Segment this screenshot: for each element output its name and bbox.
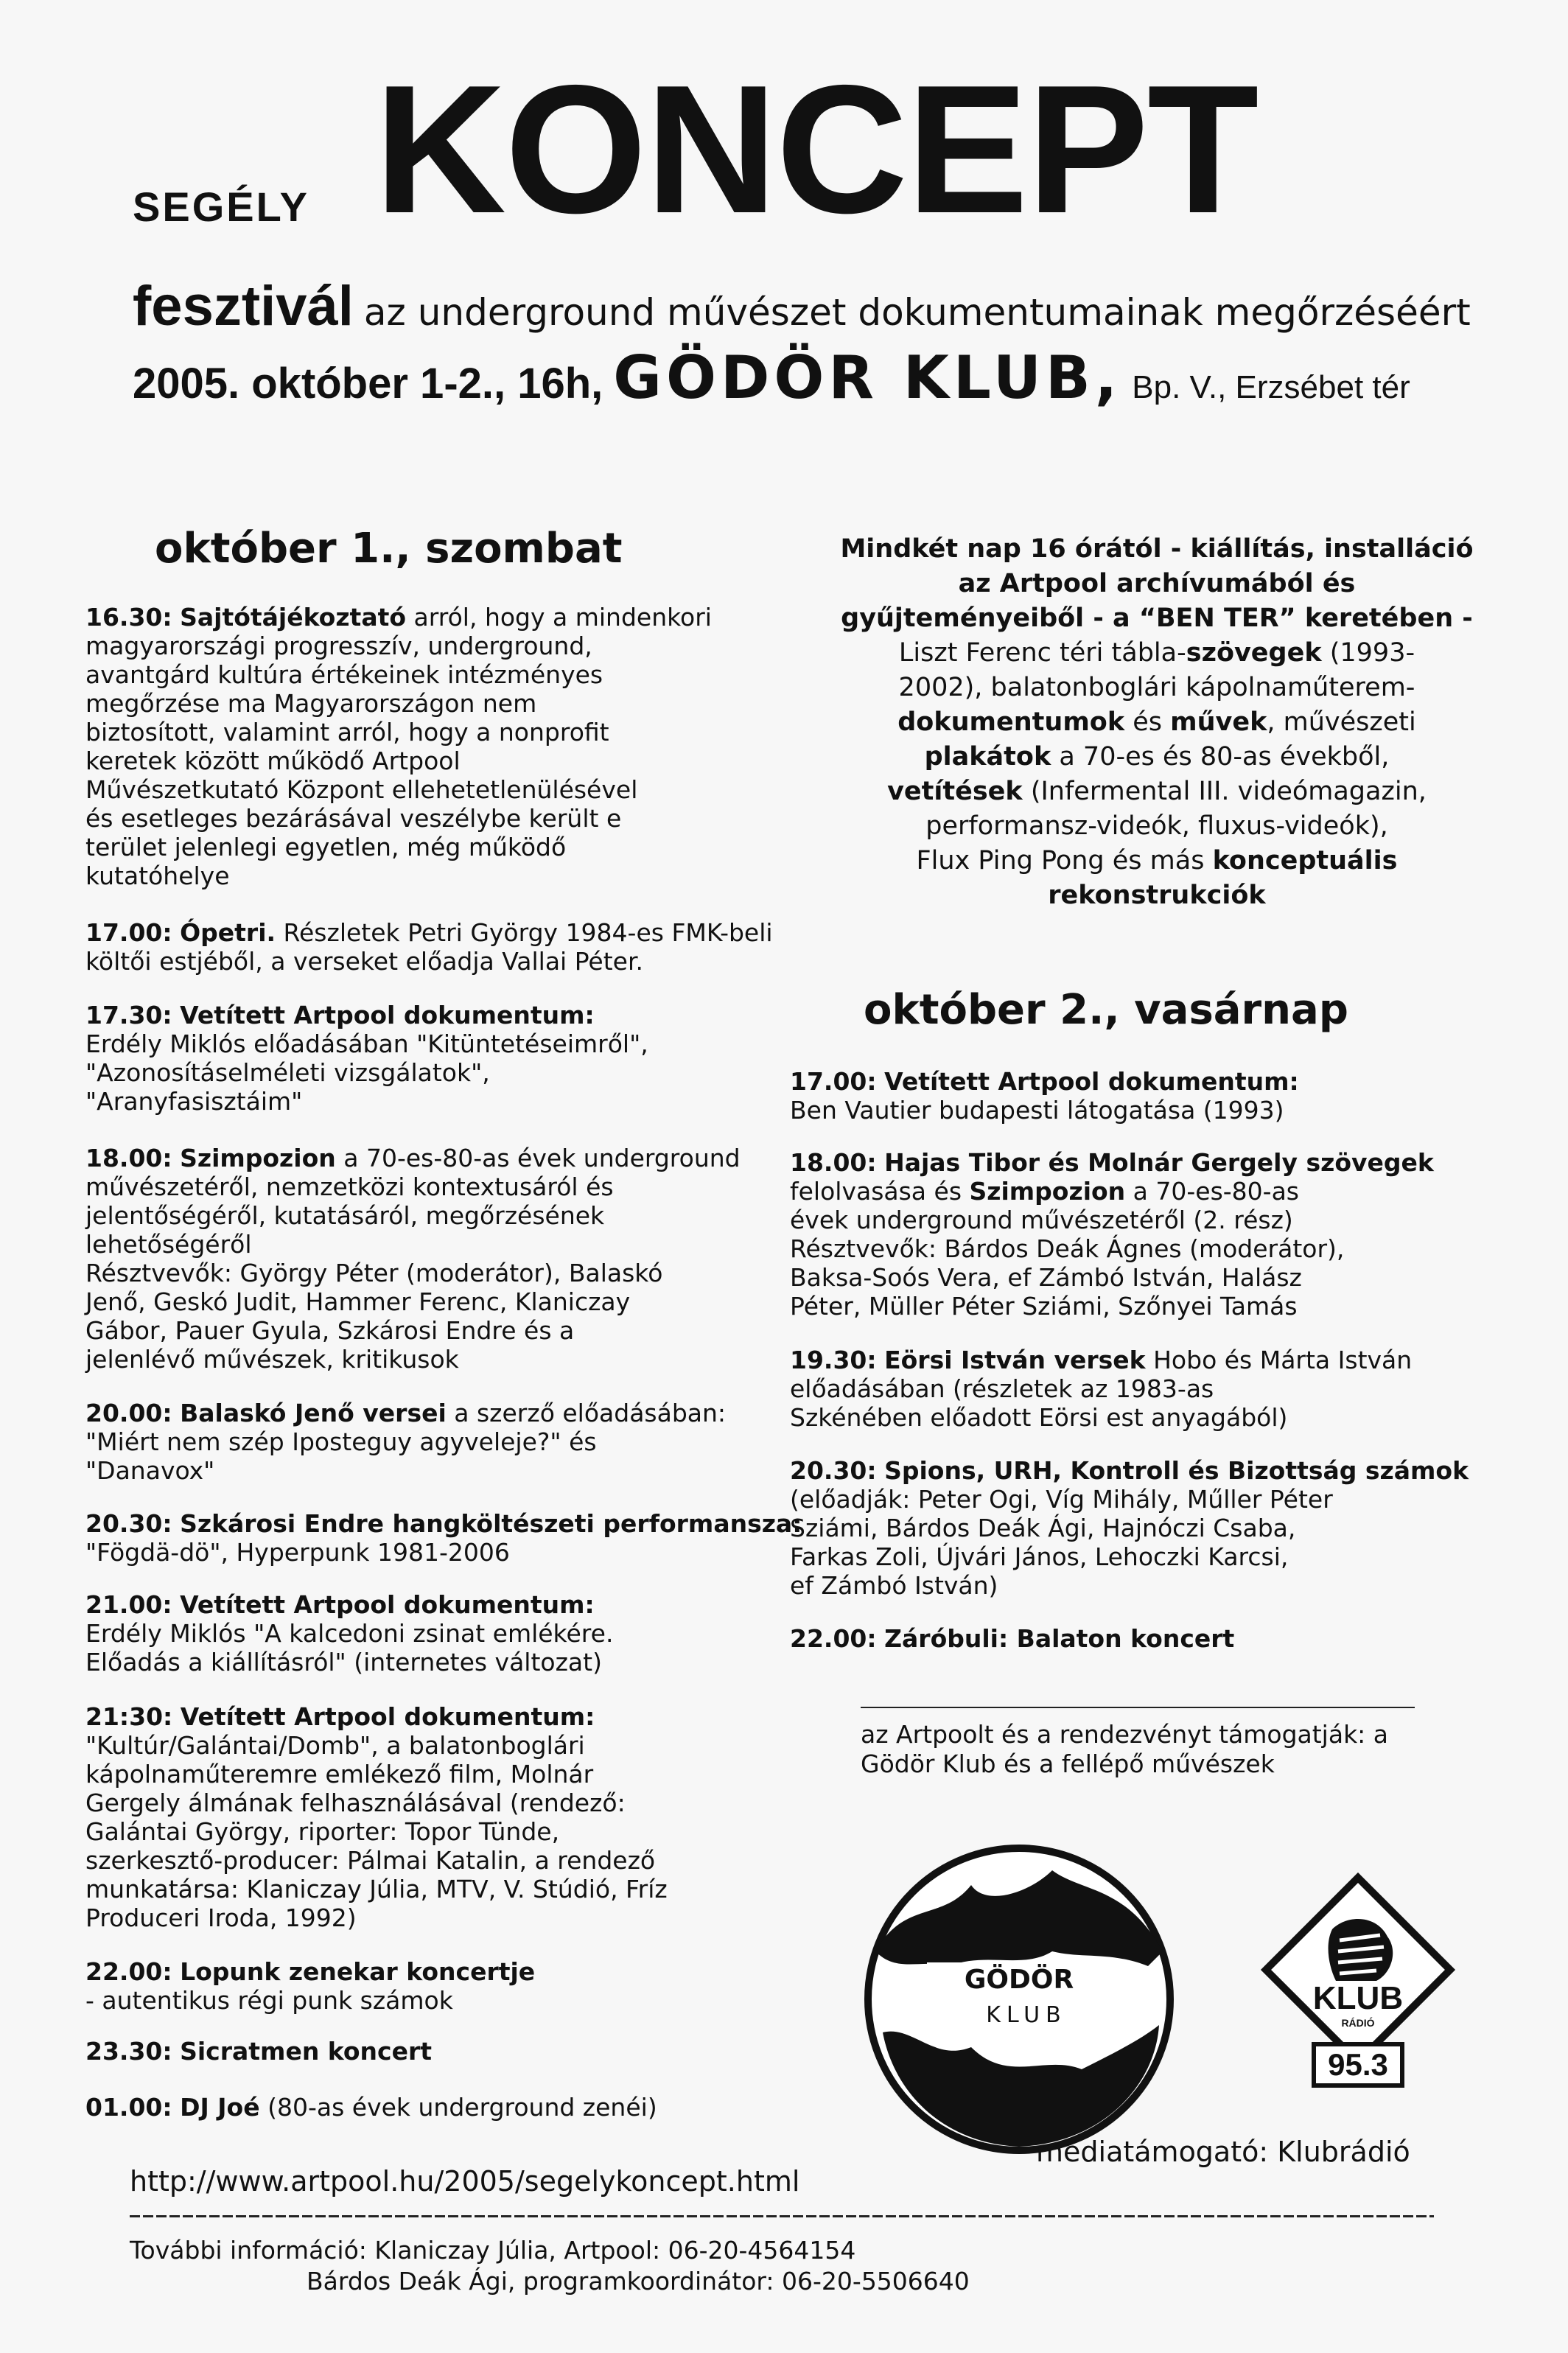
entry-time: 18.00:	[790, 1148, 877, 1177]
entry-text: terület jelenlegi egyetlen, még működő	[85, 833, 567, 861]
entry-text: "Azonosításelméleti vizsgálatok",	[85, 1058, 490, 1087]
support-text	[861, 1720, 1450, 1779]
intro-line: Mindkét nap 16 órától - kiállítás, installáció	[840, 534, 1474, 564]
footer-divider	[130, 2215, 1434, 2217]
program-entry	[790, 1067, 1568, 1125]
entry-text: a 70-es-80-as évek underground	[335, 1144, 741, 1172]
entry-text: Jenő, Geskó Judit, Hammer Ferenc, Klaniczay	[85, 1287, 631, 1316]
intro-line: rekonstrukciók	[1048, 881, 1266, 910]
entry-title: Szimpozion	[180, 1144, 336, 1172]
program-entry	[85, 1509, 833, 1567]
entry-text: Farkas Zoli, Újvári János, Lehoczki Karcsi,	[790, 1542, 1289, 1571]
entry-title: Vetített Artpool dokumentum:	[180, 1001, 595, 1029]
entry-text: - autentikus régi punk számok	[85, 1986, 453, 2015]
entry-text: Erdély Miklós "A kalcedoni zsinat emlékére.	[85, 1619, 614, 1648]
day2-heading: október 2., vasárnap	[864, 986, 1348, 1034]
festival-line	[133, 274, 1471, 338]
entry-text: ef Zámbó István)	[790, 1571, 998, 1600]
program-entry	[85, 1702, 833, 1932]
entry-text: Művészetkutató Központ ellehetetlenülésével	[85, 775, 638, 804]
divider	[861, 1707, 1415, 1708]
support-line: az Artpoolt és a rendezvényt támogatják: a	[861, 1720, 1389, 1749]
entry-text: "Fögdä-dö", Hyperpunk 1981-2006	[85, 1538, 510, 1567]
entry-time: 23.30:	[85, 2037, 172, 2066]
entry-text: biztosított, valamint arról, hogy a nonprofit	[85, 718, 609, 747]
entry-text: felolvasása és	[790, 1177, 970, 1206]
entry-time: 17.00:	[85, 918, 172, 947]
entry-text: a 70-es-80-as	[1125, 1177, 1299, 1206]
entry-text: (80-as évek underground zenéi)	[259, 2093, 657, 2122]
intro-line: (1993-	[1321, 638, 1415, 668]
entry-title: Lopunk zenekar koncertje	[180, 1957, 536, 1986]
entry-title: Sajtótájékoztató	[180, 603, 407, 632]
venue-name: GÖDÖR KLUB,	[613, 343, 1122, 412]
entry-title: Szimpozion	[969, 1177, 1126, 1206]
entry-text: jelenlévő művészek, kritikusok	[85, 1345, 459, 1374]
program-entry	[85, 1399, 833, 1485]
entry-text: a szerző előadásában:	[446, 1399, 727, 1427]
entry-text: munkatársa: Klaniczay Júlia, MTV, V. Stúdió, Fríz	[85, 1875, 668, 1903]
godor-klub-logo	[861, 1841, 1177, 2158]
entry-text: lehetőségéről	[85, 1230, 252, 1259]
intro-line: gyűjteményeiből - a	[841, 604, 1139, 633]
entry-time: 22.00:	[790, 1624, 877, 1653]
program-entry	[85, 603, 833, 890]
entry-title: Spions, URH, Kontroll és Bizottság számok	[884, 1456, 1469, 1485]
program-entry	[85, 1001, 833, 1116]
intro-line: -	[1453, 604, 1473, 633]
entry-text: kutatóhelye	[85, 861, 230, 890]
program-entry	[85, 2037, 833, 2066]
intro-line: “BEN TER” keretében	[1138, 604, 1454, 633]
intro-line: az Artpool archívumából és	[958, 569, 1356, 598]
entry-text: Péter, Müller Péter Sziámi, Szőnyei Tamás	[790, 1292, 1298, 1321]
klub-text: KLUB	[1312, 1980, 1404, 2016]
entry-text: magyarországi progresszív, underground,	[85, 632, 592, 660]
entry-text: Részletek Petri György 1984-es FMK-beli	[276, 918, 773, 947]
intro-line: Flux Ping Pong és más	[916, 846, 1213, 875]
intro-line: konceptuális	[1212, 846, 1398, 875]
intro-line: vetítések	[887, 777, 1023, 806]
entry-text: "Miért nem szép Iposteguy agyveleje?" és	[85, 1427, 597, 1456]
entry-text: Erdély Miklós előadásában "Kitüntetéseimről",	[85, 1029, 648, 1058]
entry-text: évek underground művészetéről (2. rész)	[790, 1206, 1293, 1234]
entry-time: 21.00:	[85, 1590, 172, 1619]
exhibition-info	[833, 532, 1481, 913]
entry-text: Galántai György, riporter: Topor Tünde,	[85, 1817, 560, 1846]
program-entry	[790, 1148, 1568, 1321]
intro-line: dokumentumok	[897, 707, 1125, 737]
intro-line: a 70-es és 80-as évekből,	[1051, 742, 1390, 772]
entry-text: Előadás a kiállításról" (internetes változat)	[85, 1648, 602, 1677]
entry-text: Résztvevők: György Péter (moderátor), Balaskó	[85, 1259, 663, 1287]
venue-address: Bp. V., Erzsébet tér	[1132, 369, 1410, 405]
program-entry	[85, 1590, 833, 1677]
contact-info: Bárdos Deák Ági, programkoordinátor: 06-20-5506640	[307, 2267, 970, 2296]
event-url[interactable]: http://www.artpool.hu/2005/segelykoncept.html	[130, 2165, 800, 2198]
entry-time: 19.30:	[790, 1346, 877, 1374]
intro-line: és	[1124, 707, 1171, 737]
festival-word: fesztivál	[133, 275, 354, 338]
entry-time: 20.30:	[790, 1456, 877, 1485]
entry-text: Sziámi, Bárdos Deák Ági, Hajnóczi Csaba,	[790, 1514, 1296, 1542]
entry-text: előadásában (részletek az 1983-as	[790, 1374, 1214, 1403]
intro-line: , művészeti	[1267, 707, 1416, 737]
entry-time: 22.00:	[85, 1957, 172, 1986]
entry-text: "Kultúr/Galántai/Domb", a balatonboglári	[85, 1731, 585, 1760]
entry-text: Gergely álmának felhasználásával (rendező:	[85, 1789, 626, 1817]
header-prefix: SEGÉLY	[133, 183, 310, 230]
entry-title: Balaskó Jenő versei	[180, 1399, 447, 1427]
program-entry	[790, 1456, 1568, 1600]
entry-text: költői estjéből, a verseket előadja Vallai Péter.	[85, 947, 644, 976]
program-entry	[85, 1144, 833, 1374]
program-entry	[85, 918, 833, 976]
intro-line: Liszt Ferenc téri tábla-	[898, 638, 1186, 668]
entry-time: 01.00:	[85, 2093, 172, 2122]
entry-time: 20.30:	[85, 1509, 172, 1538]
intro-line: 2002), balatonboglári kápolnaműterem-	[898, 673, 1415, 702]
program-entry	[85, 1957, 833, 2015]
entry-text: Résztvevők: Bárdos Deák Ágnes (moderátor),	[790, 1234, 1345, 1263]
entry-title: Ópetri.	[180, 918, 276, 947]
entry-title: Vetített Artpool dokumentum:	[884, 1067, 1299, 1096]
intro-line: (Infermental III. videómagazin,	[1022, 777, 1427, 806]
entry-text: avantgárd kultúra értékeinek intézményes	[85, 660, 603, 689]
entry-time: 17.00:	[790, 1067, 877, 1096]
entry-time: 18.00:	[85, 1144, 172, 1172]
freq-text: 95.3	[1328, 2047, 1388, 2082]
intro-line: performansz-videók, fluxus-videók),	[925, 811, 1388, 841]
entry-text: megőrzése ma Magyarországon nem	[85, 689, 537, 718]
entry-text: és esetleges bezárásával veszélybe került e	[85, 804, 622, 833]
entry-text: szerkesztő-producer: Pálmai Katalin, a rendező	[85, 1846, 656, 1875]
header-title: KONCEPT	[374, 46, 1258, 251]
entry-title: Vetített Artpool dokumentum:	[180, 1702, 595, 1731]
entry-text: (előadják: Peter Ogi, Víg Mihály, Műller Péter	[790, 1485, 1333, 1514]
radio-text: RÁDIÓ	[1341, 2017, 1375, 2029]
entry-title: Vetített Artpool dokumentum:	[180, 1590, 595, 1619]
entry-time: 20.00:	[85, 1399, 172, 1427]
entry-time: 17.30:	[85, 1001, 172, 1029]
entry-title: Sicratmen koncert	[180, 2037, 433, 2066]
entry-title: Szkárosi Endre hangköltészeti performansza:	[180, 1509, 802, 1538]
entry-text: "Danavox"	[85, 1456, 215, 1485]
entry-text: Ben Vautier budapesti látogatása (1993)	[790, 1096, 1284, 1125]
entry-text: kápolnaműteremre emlékező film, Molnár	[85, 1760, 594, 1789]
entry-text: keretek között működő Artpool	[85, 747, 461, 775]
entry-title: Hajas Tibor és Molnár Gergely szövegek	[884, 1148, 1434, 1177]
media-sponsor: médiatámogató: Klubrádió	[1036, 2136, 1410, 2168]
entry-time: 21:30:	[85, 1702, 173, 1731]
entry-text: arról, hogy a mindenkori	[406, 603, 712, 632]
entry-text: jelentőségéről, kutatásáról, megőrzésének	[85, 1201, 605, 1230]
program-entry	[85, 2093, 833, 2122]
logo-text-klub: KLUB	[986, 2002, 1067, 2028]
festival-subtitle: az underground művészet dokumentumainak megőrzéséért	[363, 291, 1471, 334]
entry-time: 16.30:	[85, 603, 172, 632]
entry-text: "Aranyfasisztáim"	[85, 1087, 303, 1116]
entry-text: Hobo és Márta István	[1145, 1346, 1413, 1374]
logo-text-godor: GÖDÖR	[964, 1965, 1074, 1995]
intro-line: művek	[1170, 707, 1267, 737]
date-venue-line	[133, 343, 1410, 412]
program-entry	[790, 1346, 1568, 1432]
klubradio-logo	[1259, 1870, 1457, 2091]
intro-line: plakátok	[924, 742, 1051, 772]
intro-line: szövegek	[1186, 638, 1322, 668]
entry-text: Szkénében előadott Eörsi est anyagából)	[790, 1403, 1288, 1432]
support-line: Gödör Klub és a fellépő művészek	[861, 1749, 1275, 1778]
entry-text: Gábor, Pauer Gyula, Szkárosi Endre és a	[85, 1316, 575, 1345]
entry-text: Baksa-Soós Vera, ef Zámbó István, Halász	[790, 1263, 1302, 1292]
day1-heading: október 1., szombat	[155, 525, 623, 573]
entry-title: DJ Joé	[180, 2093, 260, 2122]
contact-info: További információ: Klaniczay Júlia, Artpool: 06-20-4564154	[130, 2236, 856, 2265]
entry-title: Eörsi István versek	[884, 1346, 1146, 1374]
event-date: 2005. október 1-2., 16h,	[133, 360, 603, 408]
entry-title: Záróbuli: Balaton koncert	[884, 1624, 1235, 1653]
entry-text: művészetéről, nemzetközi kontextusáról és	[85, 1172, 614, 1201]
program-entry	[790, 1624, 1568, 1653]
entry-text: Produceri Iroda, 1992)	[85, 1903, 357, 1932]
